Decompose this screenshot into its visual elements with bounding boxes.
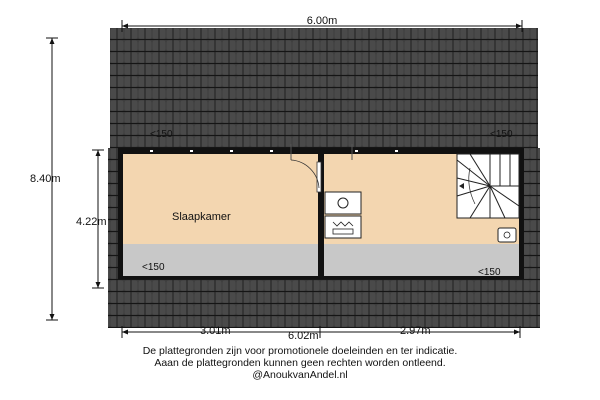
headroom-label-room-right: <150 [478, 267, 501, 278]
roof-top [110, 28, 538, 148]
dryer-icon [325, 216, 361, 238]
headroom-label-room-left: <150 [142, 262, 165, 273]
dimension-arrow [50, 314, 55, 320]
bedroom-floor [122, 154, 318, 244]
dimension-arrow [96, 150, 101, 156]
dimension-label-bottom-left: 3.01m [200, 325, 231, 337]
wall-left [118, 148, 123, 278]
disclaimer-line-1: De plattegronden zijn voor promotionele doeleinden en ter indicatie. [142, 345, 458, 357]
dimension-arrow [514, 330, 520, 335]
headroom-label-roof-right: <150 [490, 129, 513, 140]
roof-bottom [108, 278, 540, 328]
dimension-label-bottom-right: 2.97m [400, 325, 431, 337]
disclaimer-line-2: Aaan de plattegronden kunnen geen rechten worden ontleend. [154, 357, 446, 369]
staircase [457, 154, 519, 218]
room-label-bedroom: Slaapkamer [172, 211, 231, 223]
dimension-arrow [50, 38, 55, 44]
headroom-label-roof-left: <150 [150, 129, 173, 140]
dimension-label-left: 8.40m [30, 173, 61, 185]
dimension-label-bottom-total: 6.02m [288, 330, 319, 342]
dimension-label-top: 6.00m [306, 15, 338, 27]
dimension-label-room-height: 4.22m [76, 216, 107, 228]
wall-bottom [118, 276, 524, 279]
wall-right [519, 148, 524, 278]
dimension-arrow [96, 282, 101, 288]
dimension-arrow [122, 24, 128, 29]
washing-machine-icon [325, 192, 361, 214]
boiler-icon [498, 228, 516, 242]
dimension-arrow [122, 330, 128, 335]
disclaimer-line-3: @AnoukvanAndel.nl [252, 369, 348, 381]
dimension-arrow [516, 24, 522, 29]
